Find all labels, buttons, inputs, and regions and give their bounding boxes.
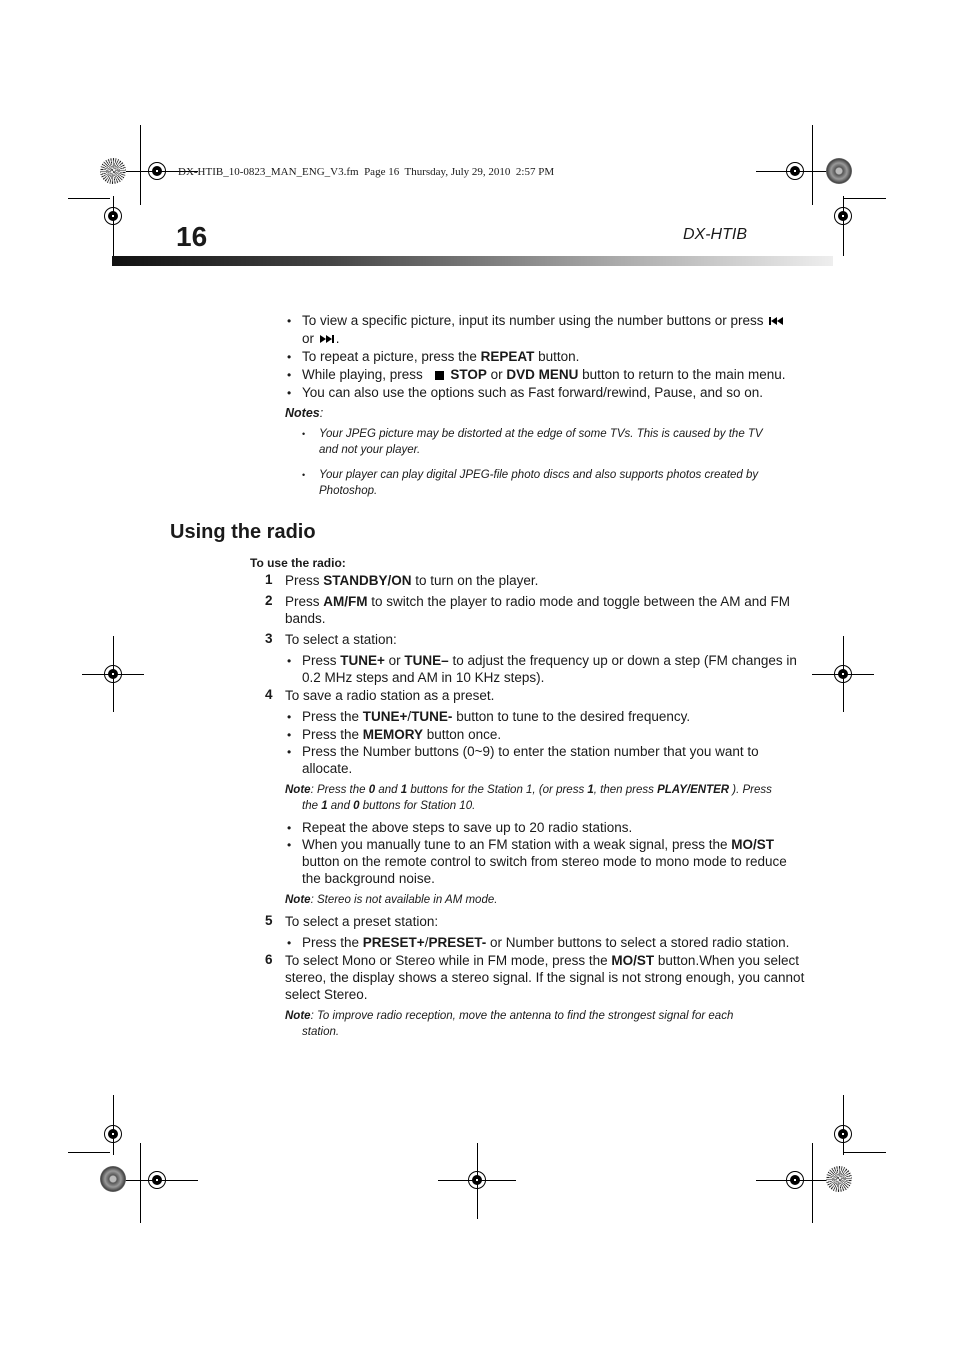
step-number: 5	[265, 913, 273, 928]
note-item: Your JPEG picture may be distorted at the edge of some TVs. This is caused by the TV and not your player.	[319, 428, 763, 456]
note-item: Your player can play digital JPEG-file photo discs and also supports photos created by Photoshop.	[319, 469, 759, 497]
page-number: 16	[176, 221, 208, 252]
step-3: To select a station:	[285, 632, 397, 647]
list-item: Press TUNE+ or TUNE– to adjust the frequency up or down a step (FM changes in 0.2 MHz steps and AM in 10 KHz steps).	[302, 653, 797, 685]
list-item: Press the Number buttons (0~9) to enter the station number that you want to allocate.	[302, 744, 759, 776]
header-rule	[112, 256, 833, 266]
step-1: Press STANDBY/ON to turn on the player.	[285, 573, 539, 588]
step-6: To select Mono or Stereo while in FM mode, press the MO/ST button.When you select stereo, the display shows a stereo signal. If the signal is not strong enough, you cannot select Stereo.	[285, 953, 805, 1002]
section-title: Using the radio	[170, 521, 316, 543]
step-2: Press AM/FM to switch the player to radio mode and toggle between the AM and FM bands.	[285, 594, 791, 626]
step-5: To select a preset station:	[285, 914, 439, 929]
reception-note: Note: To improve radio reception, move the antenna to find the strongest signal for each station.	[285, 1010, 734, 1038]
notes-heading: Notes:	[285, 406, 324, 420]
list-item: Press the MEMORY button once.	[302, 727, 502, 742]
step-number: 4	[265, 687, 273, 702]
step-number: 3	[265, 631, 273, 646]
step-number: 6	[265, 952, 273, 967]
next-track-icon	[318, 334, 336, 344]
list-item: Repeat the above steps to save up to 20 radio stations.	[302, 820, 633, 835]
list-item: You can also use the options such as Fast forward/rewind, Pause, and so on.	[302, 385, 764, 400]
list-item: To repeat a picture, press the REPEAT button.	[302, 349, 580, 364]
file-info: DX-HTIB_10-0823_MAN_ENG_V3.fm Page 16 Thursday, July 29, 2010 2:57 PM	[178, 166, 555, 178]
stop-icon	[427, 370, 447, 380]
step-4: To save a radio station as a preset.	[285, 688, 495, 703]
list-item: Press the TUNE+/TUNE- button to tune to the desired frequency.	[302, 709, 691, 724]
list-item: Press the PRESET+/PRESET- or Number buttons to select a stored radio station.	[302, 935, 790, 950]
list-item: To view a specific picture, input its number using the number buttons or press	[302, 312, 785, 329]
procedure-heading: To use the radio:	[250, 556, 346, 570]
list-item: When you manually tune to an FM station with a weak signal, press the MO/ST button on the remote control to switch from stereo mode to mono mode to reduce the background noise.	[302, 837, 787, 886]
list-item: While playing, press STOP or DVD MENU button to return to the main menu.	[302, 367, 786, 382]
stereo-note: Note: Stereo is not available in AM mode.	[285, 894, 498, 906]
list-item-continuation: or .	[302, 331, 340, 346]
step-number: 2	[265, 593, 273, 608]
step-4-note: Note: Press the 0 and 1 buttons for the Station 1, (or press 1, then press PLAY/ENTER ). Press the 1 and 0 buttons for Station 10.	[285, 784, 772, 812]
model-name: DX-HTIB	[683, 226, 747, 243]
step-number: 1	[265, 572, 273, 587]
previous-track-icon	[767, 316, 785, 326]
